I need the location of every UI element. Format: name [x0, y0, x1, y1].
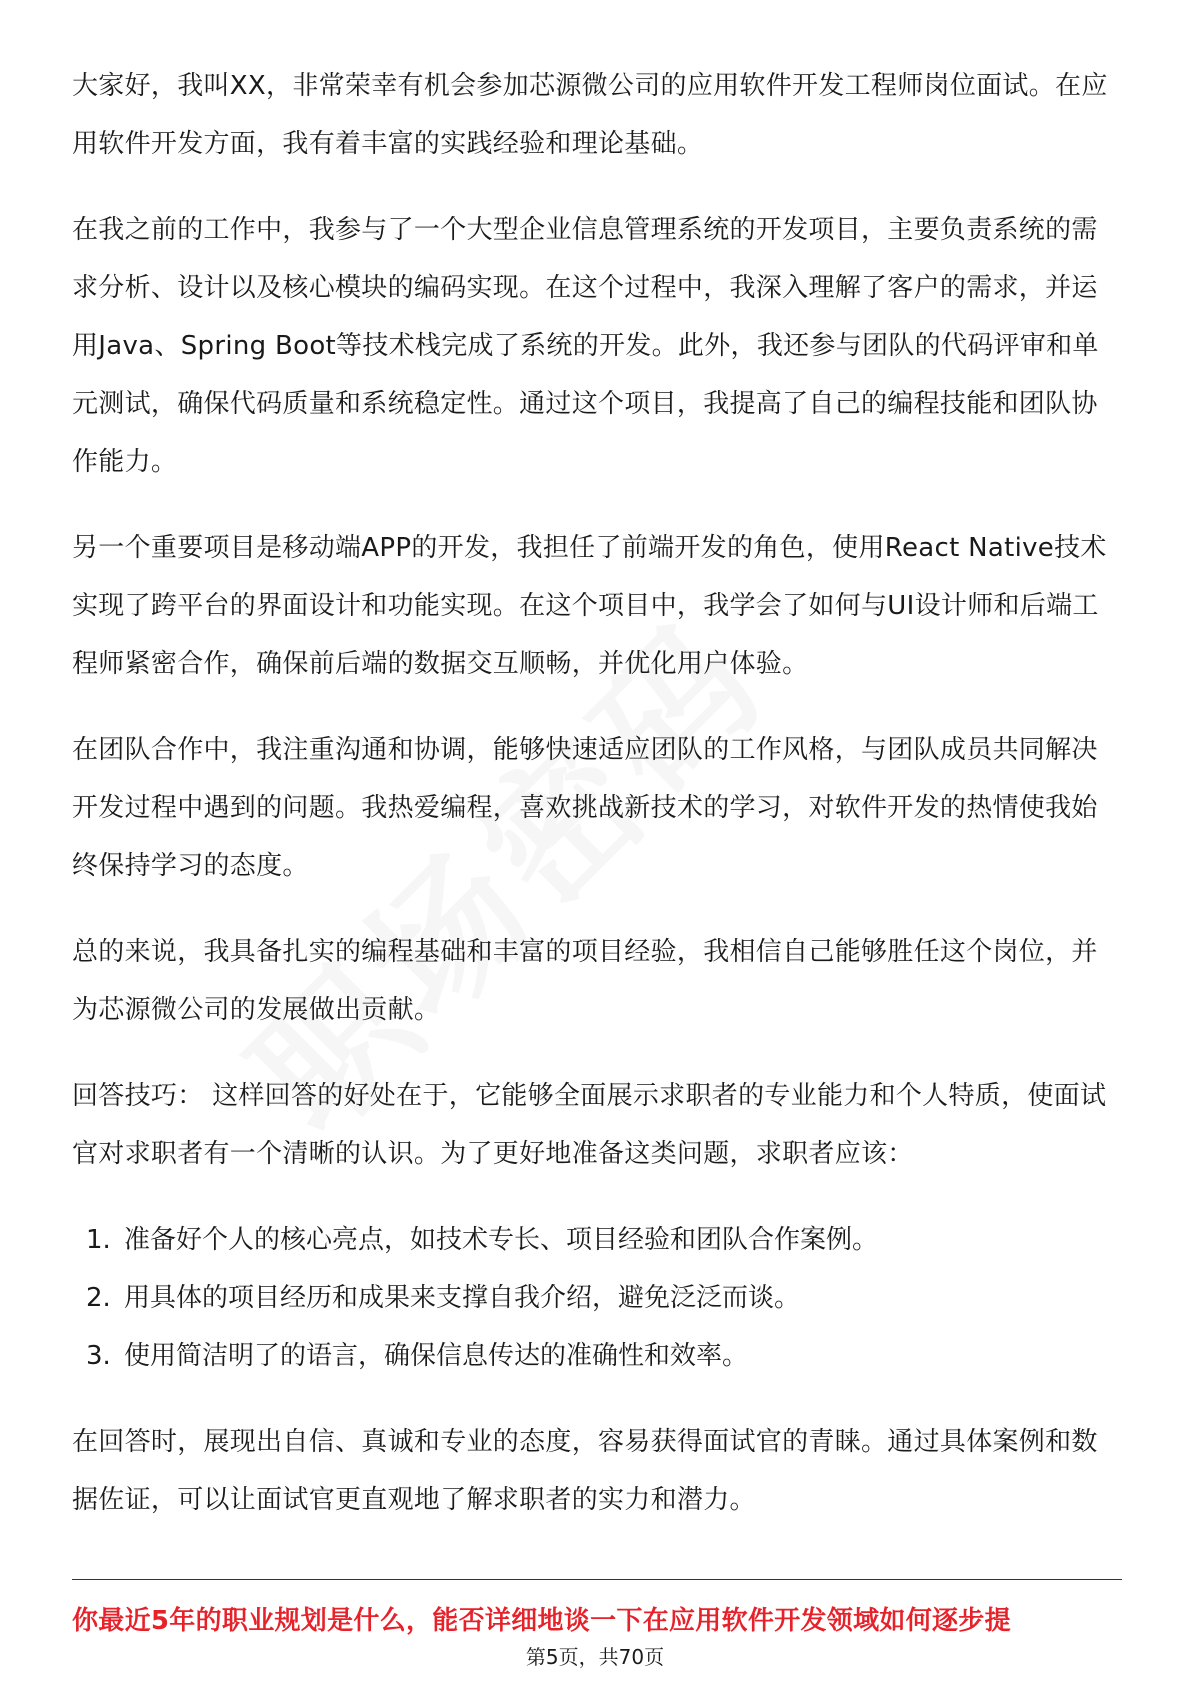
section-divider	[72, 1579, 1122, 1580]
paragraph-teamwork: 在团队合作中，我注重沟通和协调，能够快速适应团队的工作风格，与团队成员共同解决开发过程中遇到的问题。我热爱编程，喜欢挑战新技术的学习，对软件开发的热情使我始终保持学习的态度。	[72, 735, 1098, 881]
list-number: 1.	[86, 1225, 111, 1255]
list-text: 使用简洁明了的语言，确保信息传达的准确性和效率。	[124, 1341, 749, 1371]
list-number: 2.	[86, 1283, 111, 1313]
next-question-heading: 你最近5年的职业规划是什么，能否详细地谈一下在应用软件开发领域如何逐步提	[72, 1606, 1011, 1636]
page-content	[72, 57, 1122, 1557]
tips-list	[72, 1211, 1122, 1385]
list-item	[72, 1269, 1122, 1327]
list-text: 用具体的项目经历和成果来支撑自我介绍，避免泛泛而谈。	[124, 1283, 801, 1313]
list-number: 3.	[86, 1341, 111, 1371]
page-footer: 第5页，共70页	[525, 1645, 665, 1669]
paragraph-project-mobile: 另一个重要项目是移动端APP的开发，我担任了前端开发的角色，使用React Native技术实现了跨平台的界面设计和功能实现。在这个项目中，我学会了如何与UI设计师和后端工程师紧密合作，确保前后端的数据交互顺畅，并优化用户体验。	[72, 533, 1107, 679]
list-text: 准备好个人的核心亮点，如技术专长、项目经验和团队合作案例。	[124, 1225, 879, 1255]
paragraph-intro: 大家好，我叫XX，非常荣幸有机会参加芯源微公司的应用软件开发工程师岗位面试。在应用软件开发方面，我有着丰富的实践经验和理论基础。	[72, 71, 1108, 159]
list-item	[72, 1211, 1122, 1269]
paragraph-project-enterprise: 在我之前的工作中，我参与了一个大型企业信息管理系统的开发项目，主要负责系统的需求分析、设计以及核心模块的编码实现。在这个过程中，我深入理解了客户的需求，并运用Java、Spring Boot等技术栈完成了系统的开发。此外，我还参与团队的代码评审和单元测试，确保代码质量和系统稳定性。通过这个项目，我提高了自己的编程技能和团队协作能力。	[72, 215, 1099, 477]
paragraph-closing: 在回答时，展现出自信、真诚和专业的态度，容易获得面试官的青睐。通过具体案例和数据佐证，可以让面试官更直观地了解求职者的实力和潜力。	[72, 1427, 1098, 1515]
list-item	[72, 1327, 1122, 1385]
paragraph-tips-intro: 回答技巧： 这样回答的好处在于，它能够全面展示求职者的专业能力和个人特质，使面试官对求职者有一个清晰的认识。为了更好地准备这类问题，求职者应该：	[72, 1081, 1107, 1169]
paragraph-summary: 总的来说，我具备扎实的编程基础和丰富的项目经验，我相信自己能够胜任这个岗位，并为芯源微公司的发展做出贡献。	[72, 937, 1098, 1025]
